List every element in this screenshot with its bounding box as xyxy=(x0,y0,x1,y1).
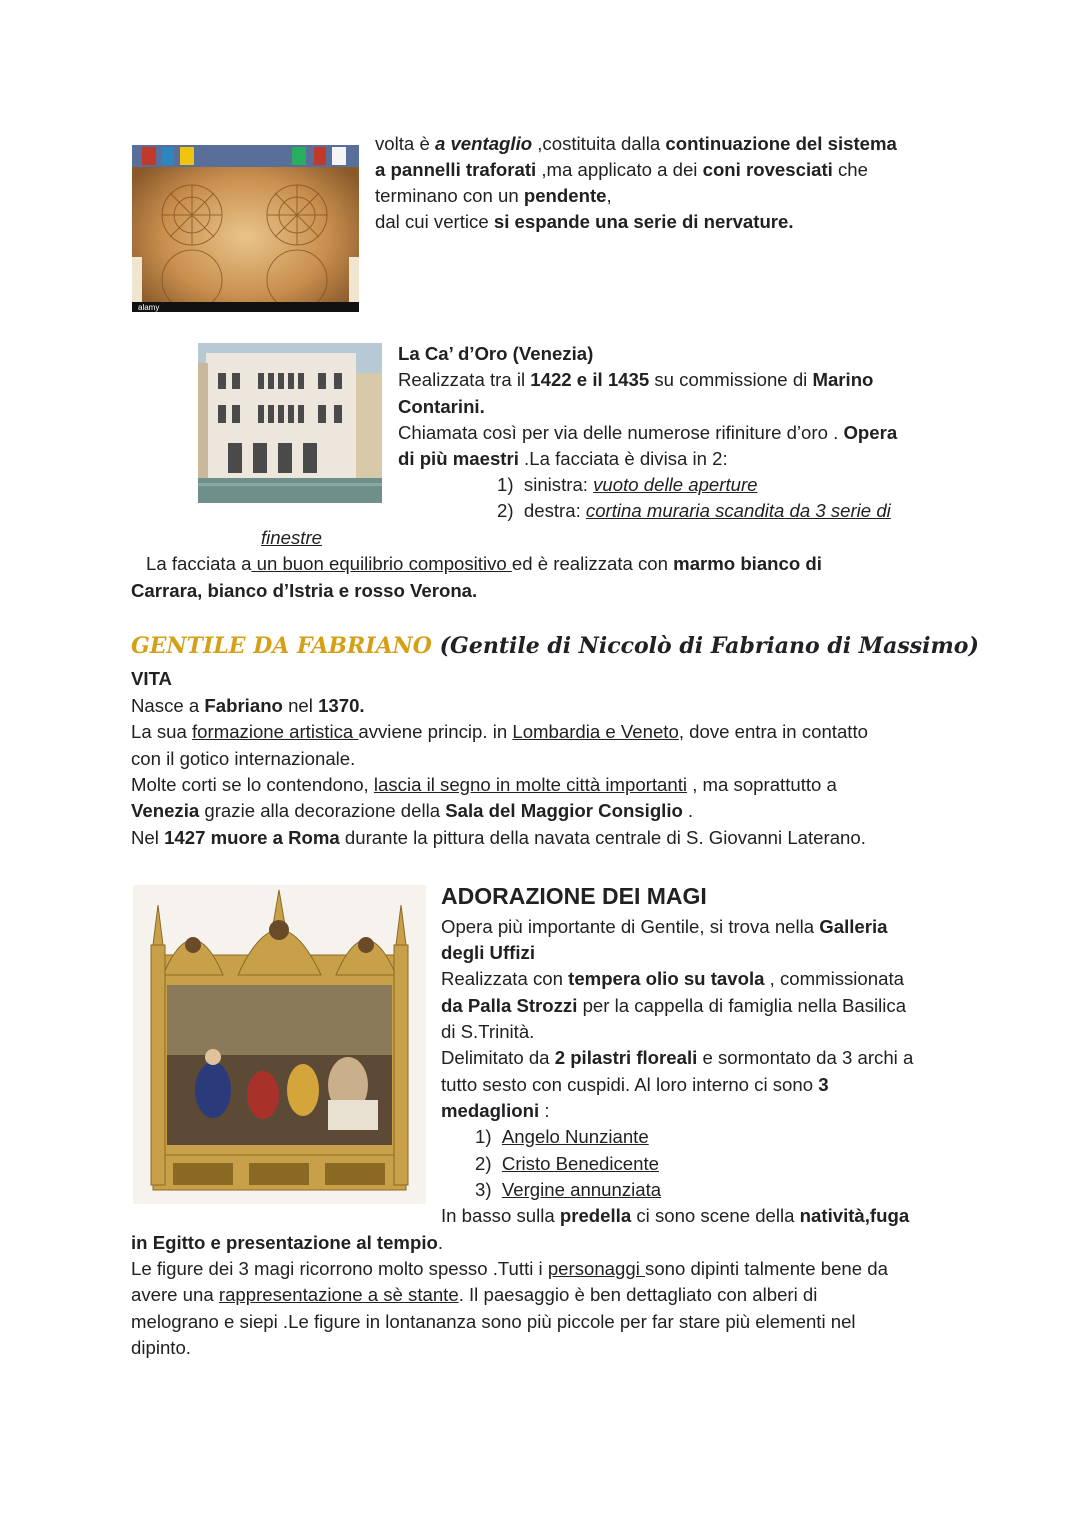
ca-doro-image xyxy=(198,343,382,503)
medaglione-2: 2) Cristo Benedicente xyxy=(475,1153,659,1174)
fan-vault-image xyxy=(132,145,359,312)
adorazione-image xyxy=(133,885,426,1204)
alamy-watermark: alamy xyxy=(138,303,160,312)
vita-line-6: Nel 1427 muore a Roma durante la pittura della navata centrale di S. Giovanni Laterano. xyxy=(131,827,866,848)
ca-doro-line-4: Chiamata così per via delle numerose rifiniture d’oro . Opera xyxy=(398,422,898,443)
adorazione-line-4: da Palla Strozzi per la cappella di famiglia nella Basilica xyxy=(441,995,907,1016)
ca-doro-list-item-2-cont: finestre xyxy=(261,527,322,548)
vault-line-3: terminano con un pendente, xyxy=(375,185,612,206)
vault-line-2: a pannelli traforati ,ma applicato a dei coni rovesciati che xyxy=(375,159,868,180)
vault-line-1: volta è a ventaglio ,costituita dalla continuazione del sistema xyxy=(375,133,897,154)
ca-doro-list-item-1: 1) sinistra: vuoto delle aperture xyxy=(497,474,758,495)
ca-doro-title: La Ca’ d’Oro (Venezia) xyxy=(398,343,594,364)
adorazione-line-7: tutto sesto con cuspidi. Al loro interno ci sono 3 xyxy=(441,1074,829,1095)
ca-doro-line-5: di più maestri .La facciata è divisa in 2: xyxy=(398,448,728,469)
vita-line-1: Nasce a Fabriano nel 1370. xyxy=(131,695,365,716)
facade-line-1: La facciata a un buon equilibrio compositivo ed è realizzata con marmo bianco di xyxy=(146,553,822,574)
closing-line-2: avere una rappresentazione a sè stante. Il paesaggio è ben dettagliato con alberi di xyxy=(131,1284,818,1305)
ca-doro-line-3: Contarini. xyxy=(398,396,485,417)
predella-line-1: In basso sulla predella ci sono scene della natività,fuga xyxy=(441,1205,910,1226)
ca-doro-line-2: Realizzata tra il 1422 e il 1435 su commissione di Marino xyxy=(398,369,874,390)
adorazione-line-1: Opera più importante di Gentile, si trova nella Galleria xyxy=(441,916,888,937)
vita-heading: VITA xyxy=(131,668,172,689)
predella-line-2: in Egitto e presentazione al tempio. xyxy=(131,1232,444,1253)
vault-line-4: dal cui vertice si espande una serie di nervature. xyxy=(375,211,794,232)
adorazione-line-8: medaglioni : xyxy=(441,1100,550,1121)
closing-line-1: Le figure dei 3 magi ricorrono molto spesso .Tutti i personaggi sono dipinti talmente bene da xyxy=(131,1258,888,1279)
gentile-heading: GENTILE DA FABRIANO (Gentile di Niccolò di Fabriano di Massimo) xyxy=(131,633,979,659)
vita-line-2: La sua formazione artistica avviene princip. in Lombardia e Veneto, dove entra in contatto xyxy=(131,721,868,742)
medaglione-3: 3) Vergine annunziata xyxy=(475,1179,662,1200)
vita-line-3: con il gotico internazionale. xyxy=(131,748,356,769)
closing-line-3: melograno e siepi .Le figure in lontananza sono più piccole per far stare più elementi nel xyxy=(131,1311,856,1332)
adorazione-line-6: Delimitato da 2 pilastri floreali e sormontato da 3 archi a xyxy=(441,1047,914,1068)
medaglione-1: 1) Angelo Nunziante xyxy=(475,1126,649,1147)
ca-doro-list-item-2: 2) destra: cortina muraria scandita da 3 serie di xyxy=(497,500,891,521)
adorazione-line-5: di S.Trinità. xyxy=(441,1021,535,1042)
adorazione-line-2: degli Uffizi xyxy=(441,942,535,963)
adorazione-line-3: Realizzata con tempera olio su tavola , commissionata xyxy=(441,968,904,989)
vita-line-4: Molte corti se lo contendono, lascia il segno in molte città importanti , ma soprattutto a xyxy=(131,774,837,795)
vita-line-5: Venezia grazie alla decorazione della Sala del Maggior Consiglio . xyxy=(131,800,694,821)
closing-line-4: dipinto. xyxy=(131,1337,191,1358)
facade-line-2: Carrara, bianco d’Istria e rosso Verona. xyxy=(131,580,478,601)
adorazione-title: ADORAZIONE DEI MAGI xyxy=(441,883,707,909)
